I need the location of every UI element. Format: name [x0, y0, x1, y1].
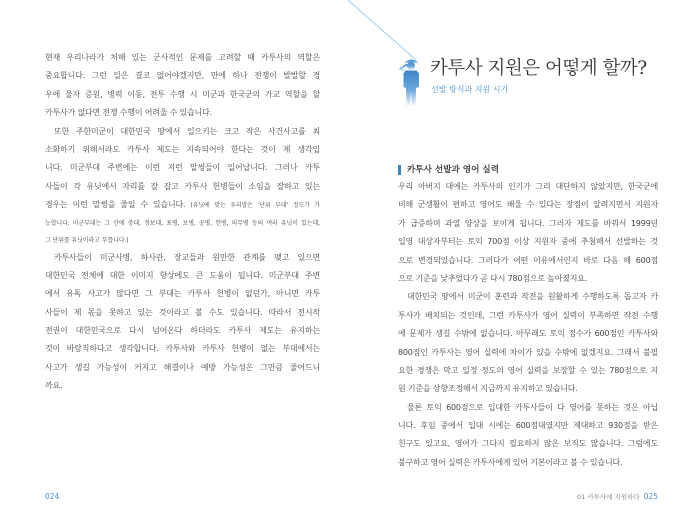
right-page	[350, 0, 700, 525]
text-line: 현재 우리나라가 처해 있는 군사적인 문제를 고려할 때 카투사의 역할은	[45, 53, 320, 62]
text-line: 니다. 미군부대 주변에는 이런 저런 말썽들이 일어납니다. 그러나 카투	[45, 163, 320, 173]
text-line: 친구도 있고요, 영어가 그다지 필요하지 않은 보직도 많습니다. 그럼에도	[398, 439, 658, 449]
text-line: 까요.	[45, 381, 63, 391]
text-line: 또한 주한미군이 대한민국 땅에서 일으키는 크고 작은 사건사고를 최	[54, 126, 320, 136]
note-line: 그 단위를 유닛이라고 부릅니다.)	[45, 236, 129, 244]
text-line: 사들이 제 몫을 못하고 있는 것이라고 볼 수도 있습니다. 따라서 전시작	[45, 307, 320, 317]
paragraph	[398, 178, 658, 288]
text-line: 물론 토익 600점으로 입대한 카투사들이 다 영어를 못하는 것은 아닙	[407, 402, 658, 412]
text-line: 에서 유독 사고가 많다면 그 부대는 카투사 헌병이 없던가, 아니면 카투	[45, 289, 320, 299]
text-line: 우리 아버지 대에는 카투사의 인기가 그리 대단하지 않았지만, 한국군에	[398, 182, 658, 191]
text-line: 카투사들이 미군사병, 하사관, 장교들과 원만한 관계를 맺고 있으면	[54, 252, 320, 262]
text-line: 전권이 대한민국으로 다시 넘어온다 하더라도 카투사 제도는 유지하는	[45, 326, 320, 336]
text-line: 것이 바람직하다고 생각합니다. 카투사와 카투사 헌병이 없는 부대에서는	[45, 344, 320, 354]
running-footer: 01 카투사에 지원하다	[577, 493, 640, 501]
text-line: 니다. 후임 중에서 입대 시에는 600점대였지만 제대하고 930점을 받은	[398, 421, 658, 431]
text-line: 카투사가 없다면 전쟁 수행이 어려울 수 있습니다.	[45, 108, 212, 118]
text-line: 가 급증하며 과열 양상을 보이게 됩니다. 그러자 제도를 바꿔서 1999년	[398, 218, 658, 228]
chapter-subtitle: 선발 방식과 지원 시기	[431, 85, 509, 94]
text-line: 으로 변경되었습니다. 그러다가 어떤 이유에서인지 바로 다음 해 600점	[398, 255, 658, 265]
text-line: 에 문제가 생길 수밖에 없습니다. 아무래도 토익 점수가 600점인 카투사와	[398, 329, 658, 339]
text-line: 대한민국 땅에서 미군이 훈련과 작전을 원활하게 수행하도록 돕고자 카	[407, 292, 658, 302]
paragraph	[45, 249, 320, 396]
page-number: 025	[643, 492, 658, 501]
text-line: 중요합니다. 그런 일은 결코 없어야겠지만, 만에 하나 전쟁이 발발할 경	[45, 71, 320, 81]
paragraph	[45, 123, 320, 249]
text-line: 소화하기 위해서라도 카투사 제도는 지속되어야 한다는 것이 제 생각입	[45, 144, 320, 154]
paragraph	[398, 288, 658, 398]
text-line	[45, 196, 320, 214]
text-line: 우에 물자 증원, 병력 이동, 전투 수행 시 미군과 한국군의 가교 역할을 할	[45, 89, 320, 99]
note-line: 능합니다. 미군부대는 그 안에 중대, 정보대, 포병, 보병, 공병, 헌병, 의무병 등의 여러 유닛이 있는데,	[45, 219, 320, 227]
text-line: 비해 군생활이 편하고 영어도 배울 수 있다는 장점이 알려지면서 지원자	[398, 200, 658, 210]
text-line: 원 기준을 상향조정해서 지금까지 유지하고 있습니다.	[398, 384, 578, 394]
page-footer	[577, 491, 658, 503]
section-bar-icon	[398, 165, 401, 175]
text-line: 불구하고 영어 실력은 카투사에게 있어 기본이라고 볼 수 있습니다.	[398, 457, 623, 467]
text-line: 사들이 각 유닛에서 자리를 잘 잡고 카투사 헌병들이 소임을 잘하고 있는	[45, 181, 320, 191]
body-text	[398, 178, 658, 472]
note-text: (유닛에 맞는 우리말은 ‘단위 부대’ 정도가 가	[190, 202, 321, 210]
paragraph	[398, 399, 658, 473]
text-line: 요한 경쟁은 막고 일정 정도의 영어 실력을 보장할 수 있는 780점으로 지	[398, 365, 658, 375]
paragraph	[45, 49, 320, 123]
text-line: 입영 대상자부터는 토익 700점 이상 지원자 중에 추첨해서 선발하는 것	[398, 237, 658, 247]
text-line-content: 경우는 이런 말썽을 줄일 수 있습니다.	[45, 200, 186, 210]
chapter-title: 카투사 지원은 어떻게 할까?	[430, 58, 647, 79]
text-line: 으로 기준을 낮추었다가 곧 다시 780점으로 높아졌지요.	[398, 273, 588, 283]
section-heading-text: 카투사 선발과 영어 실력	[407, 165, 499, 175]
text-line: 사고가 생길 가능성이 커지고 해결이나 예방 가능성은 그만큼 줄어드니	[45, 362, 320, 372]
text-line: 투사가 배치되는 것인데, 그런 카투사가 영어 실력이 부족하면 작전 수행	[398, 310, 658, 320]
page-number: 024	[45, 492, 60, 501]
body-text	[45, 49, 320, 396]
saluting-soldier-icon	[396, 57, 426, 107]
text-line: 800점인 카투사는 영어 실력에 차이가 있을 수밖에 없겠지요. 그래서 불필	[398, 347, 658, 357]
text-line: 대한민국 전체에 대한 이미지 향상에도 큰 도움이 됩니다. 미군부대 주변	[45, 270, 320, 280]
